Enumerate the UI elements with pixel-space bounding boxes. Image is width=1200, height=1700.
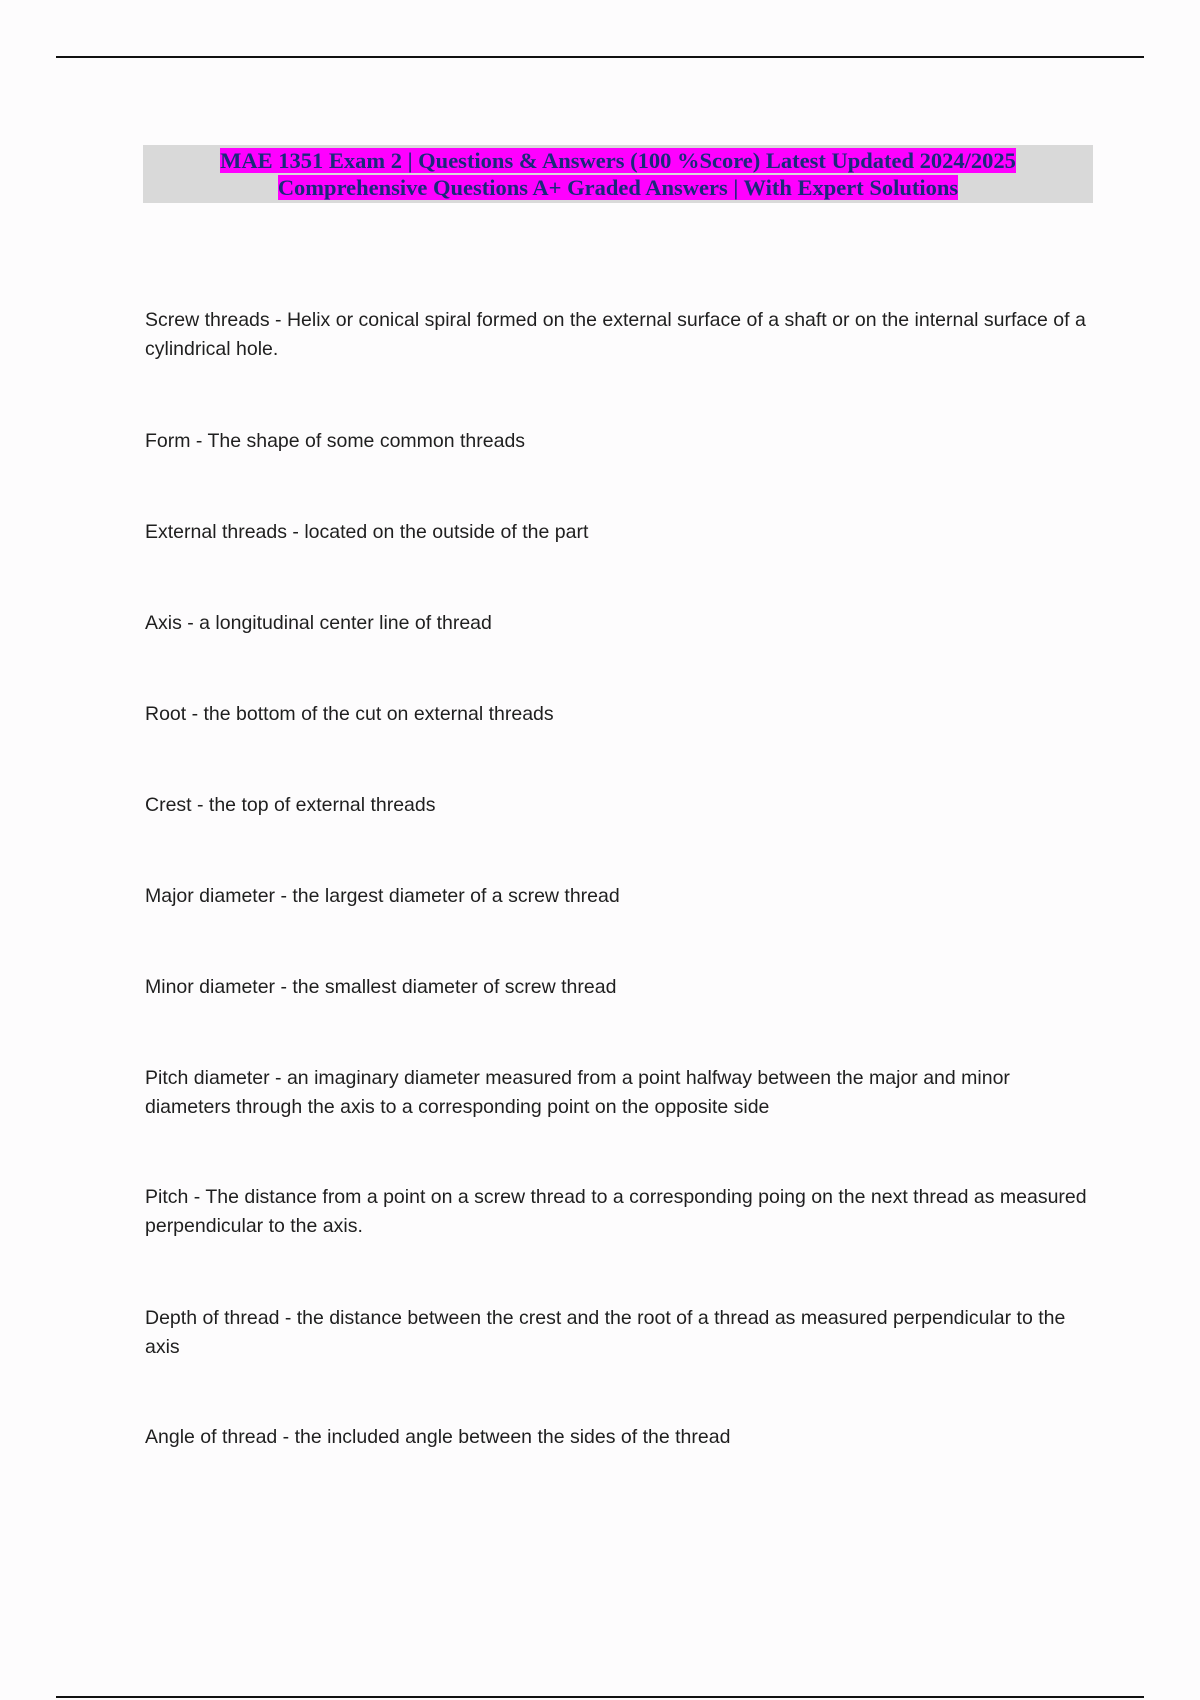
header-rule [56, 56, 1144, 58]
title-line-1: MAE 1351 Exam 2 | Questions & Answers (100 %Score) Latest Updated 2024/2025 [220, 148, 1016, 173]
qa-entry-external-threads: External threads - located on the outside of the part [145, 521, 589, 543]
qa-entry-major-diameter: Major diameter - the largest diameter of a screw thread [145, 885, 620, 907]
title-line-2: Comprehensive Questions A+ Graded Answers | With Expert Solutions [277, 175, 959, 200]
qa-entry-angle-of-thread: Angle of thread - the included angle between the sides of the thread [145, 1426, 731, 1448]
qa-entry-form: Form - The shape of some common threads [145, 430, 526, 452]
qa-entry-pitch-diameter: Pitch diameter - an imaginary diameter measured from a point halfway between the major and minor diameters through the axis to a corresponding point on the opposite side [145, 1067, 1010, 1118]
qa-entry-crest: Crest - the top of external threads [145, 794, 436, 816]
document-title [143, 145, 1093, 203]
qa-entry-pitch: Pitch - The distance from a point on a screw thread to a corresponding poing on the next thread as measured perpendicular to the axis. [145, 1186, 1087, 1237]
qa-entry-root: Root - the bottom of the cut on external threads [145, 703, 554, 725]
qa-entry-screw-threads: Screw threads - Helix or conical spiral formed on the external surface of a shaft or on the internal surface of a cylindrical hole. [145, 309, 1086, 360]
qa-entry-axis: Axis - a longitudinal center line of thread [145, 612, 492, 634]
footer-rule [56, 1696, 1144, 1698]
qa-entry-minor-diameter: Minor diameter - the smallest diameter of screw thread [145, 976, 617, 998]
qa-entry-depth-of-thread: Depth of thread - the distance between the crest and the root of a thread as measured perpendicular to the axis [145, 1307, 1066, 1358]
